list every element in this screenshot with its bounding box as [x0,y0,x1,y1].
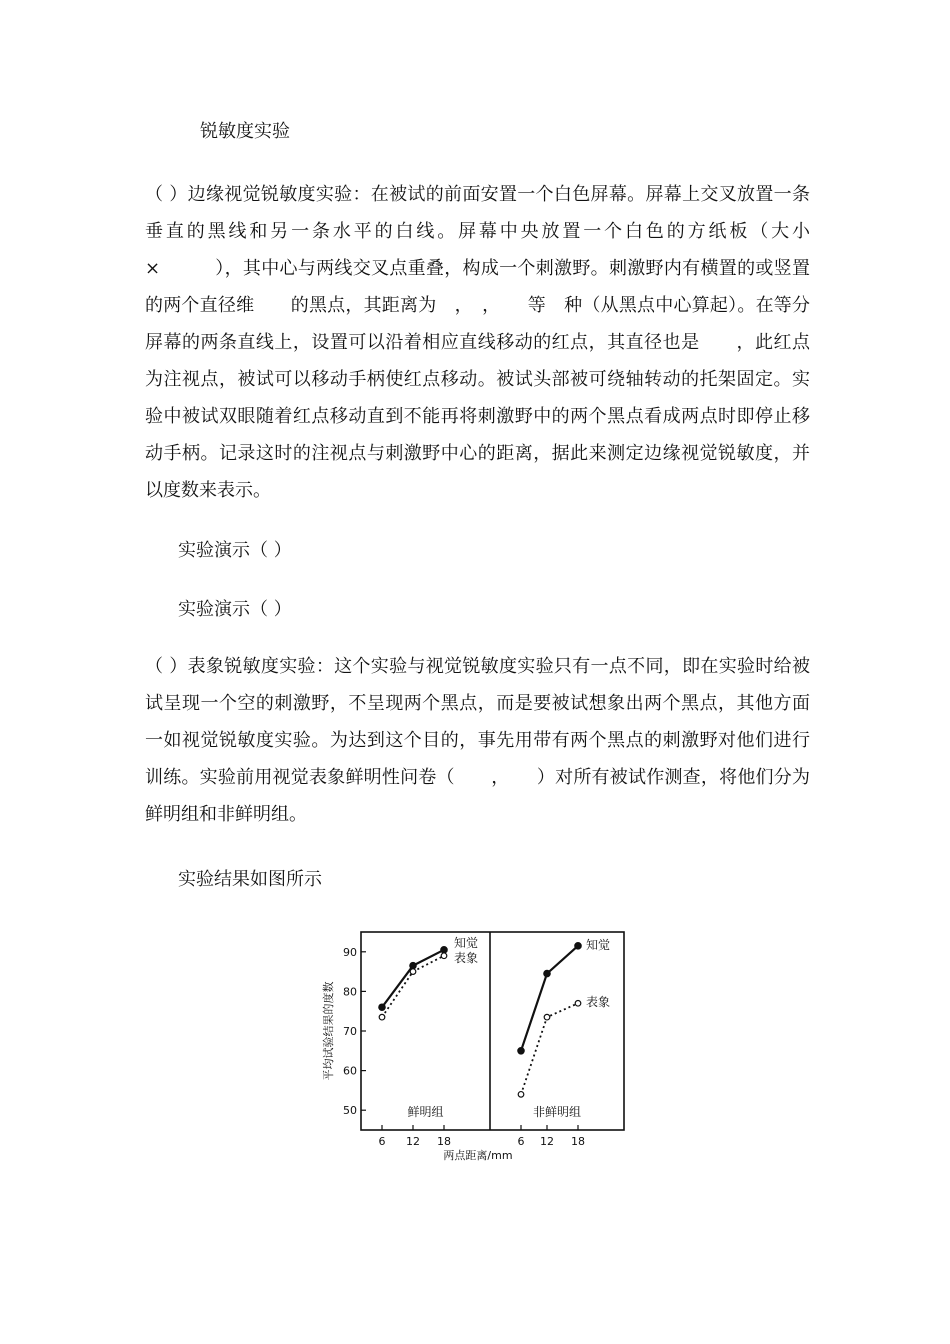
y-tick-label: 60 [343,1064,357,1078]
paragraph-peripheral-acuity: （ ）边缘视觉锐敏度实验：在被试的前面安置一个白色屏幕。屏幕上交叉放置一条垂直的黑线和另一条水平的白线。屏幕中央放置一个白色的方纸板（大小 × ），其中心与两线交叉点重叠，构成一个刺激野。刺激野内有横置的或竖置的两个直径维 的黑点，其距离为 ， ， 等 种（从黑点中心算起）。在等分屏幕的两条直线上，设置可以沿着相应直线移动的红点，其直径也是 ，此红点为注视点，被试可以移动手柄使红点移动。被试头部被可绕轴转动的托架固定。实验中被试双眼随着红点移动直到不能再将刺激野中的两个黑点看成两点时即停止移动手柄。记录这时的注视点与刺激野中心的距离，据此来测定边缘视觉锐敏度，并以度数来表示。 [145,184,846,501]
x-tick-label: 6 [517,1135,525,1148]
series-line-perception [521,946,578,1051]
series-label: 知觉 [454,936,479,950]
series-line-perception [382,950,444,1007]
x-axis-label: 两点距离/mm [443,1149,513,1162]
x-tick-label: 12 [540,1135,554,1148]
paragraph-imagery-acuity: （ ）表象锐敏度实验：这个实验与视觉锐敏度实验只有一点不同，即在实验时给被试呈现一个空的刺激野，不呈现两个黑点，而是要被试想象出两个黑点，其他方面一如视觉锐敏度实验。为达到这个目的，事先用带有两个黑点的刺激野对他们进行训练。实验前用视觉表象鲜明性问卷（ ， ）对所有被试作测查，将他们分为鲜明组和非鲜明组。 [145,656,810,825]
data-point [410,962,416,968]
data-point [575,1000,581,1006]
y-tick-label: 80 [343,985,357,999]
x-tick-label: 18 [437,1135,451,1148]
series-label: 表象 [454,951,479,965]
x-tick-label: 12 [406,1135,420,1148]
data-point [441,947,447,953]
y-tick-label: 70 [343,1025,357,1038]
x-tick-label: 6 [378,1135,386,1148]
section-heading: 锐敏度实验 [200,121,290,142]
series-label: 知觉 [586,938,611,952]
panel-label: 非鲜明组 [532,1105,582,1120]
y-tick-label: 90 [343,945,357,959]
series-label: 表象 [586,995,611,1009]
y-tick-label: 50 [343,1104,357,1118]
results-chart [318,925,638,1170]
data-point [518,1048,524,1054]
data-point [544,1014,550,1020]
data-point [575,943,581,949]
demo-caption-2: 实验演示（ ） [178,599,292,620]
y-axis-label: 平均试验结果的度数 [322,981,335,1081]
panel-label: 鲜明组 [407,1105,444,1120]
result-caption: 实验结果如图所示 [178,869,322,890]
plot-frame [361,932,624,1130]
data-point [379,1004,385,1010]
data-point [410,969,416,975]
demo-caption-1: 实验演示（ ） [178,540,292,561]
results-figure [318,925,638,1170]
x-tick-label: 18 [571,1135,585,1148]
data-point [544,970,550,976]
data-point [441,953,447,959]
data-point [518,1092,524,1098]
data-point [379,1014,385,1020]
